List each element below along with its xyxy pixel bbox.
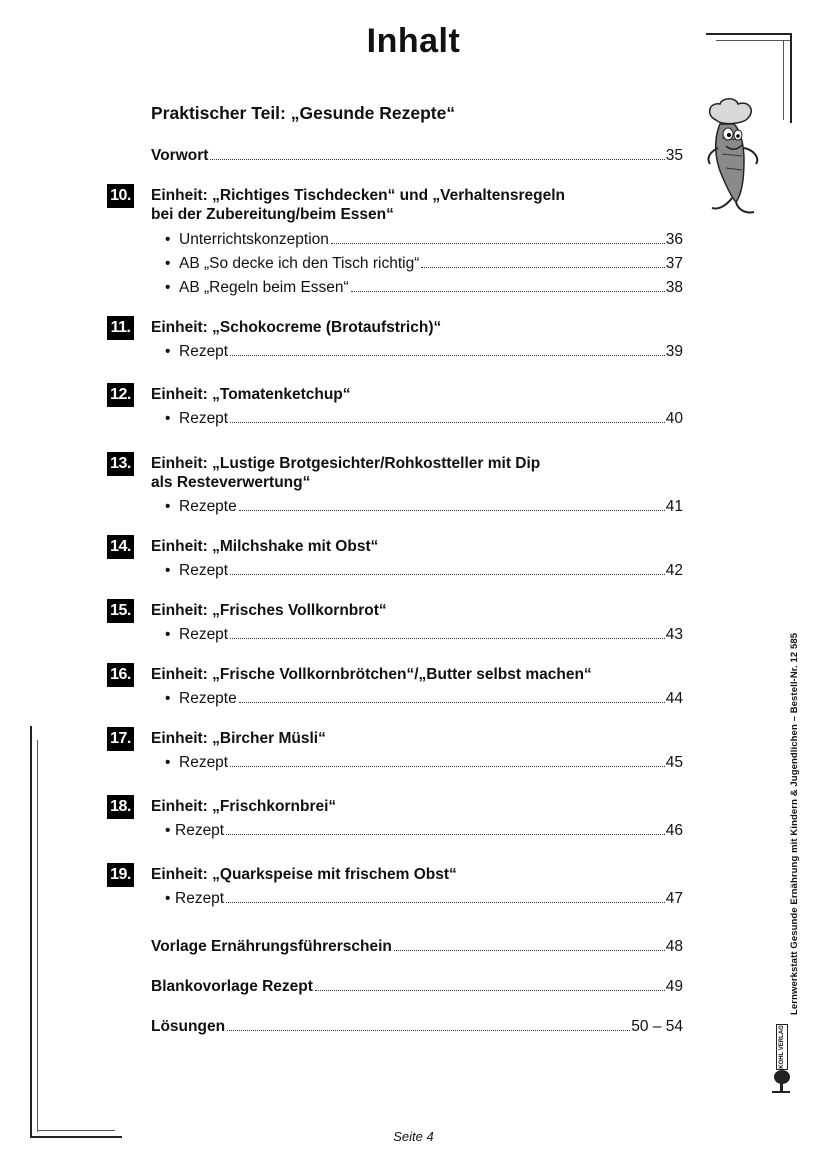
unit-title[interactable] [151, 729, 326, 748]
toc-entry-label: Vorlage Ernährungsführerschein [151, 938, 392, 955]
leader-dots [226, 902, 665, 903]
toc-subentry-page: 38 [665, 279, 683, 296]
bullet: • [165, 231, 171, 248]
toc-subentry-page: 37 [665, 255, 683, 272]
unit-title[interactable] [151, 601, 387, 620]
toc-entry-label: Vorwort [151, 147, 209, 164]
leader-dots [315, 990, 665, 991]
toc-entry-vorwort[interactable] [151, 146, 683, 165]
unit-number-badge: 14. [107, 535, 134, 559]
toc-subentry-page: 36 [665, 231, 683, 248]
toc-entry-page: 49 [665, 978, 683, 995]
leader-dots [230, 766, 665, 767]
leader-dots [230, 574, 665, 575]
bullet: • [165, 279, 171, 296]
unit-title-line: Einheit: „Bircher Müsli“ [151, 730, 326, 747]
unit-title[interactable] [151, 665, 592, 684]
toc-entry-blankovorlage[interactable] [151, 977, 683, 996]
unit-title-line: Einheit: „Milchshake mit Obst“ [151, 538, 379, 555]
unit-number-badge: 16. [107, 663, 134, 687]
unit-title-line: Einheit: „Lustige Brotgesichter/Rohkostteller mit Dip [151, 455, 541, 472]
toc-subentry-page: 45 [665, 754, 683, 771]
unit-title-line: Einheit: „Frischkornbrei“ [151, 798, 337, 815]
toc-subentry-label: Rezepte [179, 690, 237, 707]
toc-subentry-label: Rezept [175, 822, 225, 839]
unit-number-badge: 15. [107, 599, 134, 623]
unit-title-line: Einheit: „Schokocreme (Brotaufstrich)“ [151, 319, 442, 336]
toc-subentry-label: AB „Regeln beim Essen“ [179, 279, 349, 296]
bullet: • [165, 626, 171, 643]
unit-title[interactable] [151, 186, 565, 224]
unit-number-badge: 18. [107, 795, 134, 819]
toc-subentry-page: 46 [665, 822, 683, 839]
unit-title-line: bei der Zubereitung/beim Essen“ [151, 206, 394, 223]
toc-entry-ernaehrungsfuehrerschein[interactable] [151, 937, 683, 956]
toc-subentry[interactable] [165, 889, 683, 908]
bullet: • [165, 343, 171, 360]
toc-subentry[interactable] [165, 561, 683, 580]
unit-number-badge: 17. [107, 727, 134, 751]
unit-title-line: Einheit: „Richtiges Tischdecken“ und „Verhaltensregeln [151, 187, 566, 204]
publisher-logo [776, 1024, 788, 1070]
leader-dots [239, 510, 665, 511]
toc-subentry[interactable] [165, 254, 683, 273]
toc-subentry-label: Rezepte [179, 498, 237, 515]
unit-number-badge: 19. [107, 863, 134, 887]
carrot-chef-mascot-icon [698, 98, 770, 218]
unit-title[interactable] [151, 797, 336, 816]
unit-title-line: als Resteverwertung“ [151, 474, 311, 491]
toc-subentry-page: 41 [665, 498, 683, 515]
bullet: • [165, 410, 171, 427]
toc-subentry[interactable] [165, 278, 683, 297]
toc-subentry[interactable] [165, 230, 683, 249]
toc-entry-page: 35 [665, 147, 683, 164]
side-publication-info: Lernwerkstatt Gesunde Ernährung mit Kindern & Jugendlichen – Bestell-Nr. 12 585 [789, 632, 800, 1015]
unit-number-badge: 13. [107, 452, 134, 476]
leader-dots [331, 243, 665, 244]
unit-number-badge: 12. [107, 383, 134, 407]
unit-title-line: Einheit: „Tomatenketchup“ [151, 386, 351, 403]
leader-dots [230, 638, 665, 639]
frame-corner-bottom-left-vertical [30, 726, 32, 1138]
bullet: • [165, 822, 171, 839]
leader-dots [351, 291, 665, 292]
toc-subentry-label: Rezept [179, 410, 229, 427]
unit-title-line: Einheit: „Frische Vollkornbrötchen“/„Butter selbst machen“ [151, 666, 592, 683]
toc-subentry-label: Rezept [179, 562, 229, 579]
frame-corner-bottom-left-vertical-inner [37, 740, 38, 1132]
bullet: • [165, 255, 171, 272]
toc-subentry-page: 40 [665, 410, 683, 427]
unit-title[interactable] [151, 454, 540, 492]
toc-subentry[interactable] [165, 821, 683, 840]
unit-number-badge: 11. [107, 316, 134, 340]
toc-entry-page: 50 – 54 [631, 1018, 683, 1035]
toc-entry-loesungen[interactable] [151, 1017, 683, 1036]
bullet: • [165, 690, 171, 707]
toc-subentry[interactable] [165, 409, 683, 428]
toc-subentry-label: Rezept [179, 343, 229, 360]
toc-subentry-label: Rezept [179, 754, 229, 771]
toc-subentry-label: Rezept [175, 890, 225, 907]
page-title: Inhalt [366, 22, 461, 60]
leader-dots [239, 702, 665, 703]
bullet: • [165, 498, 171, 515]
toc-subentry[interactable] [165, 625, 683, 644]
leader-dots [421, 267, 664, 268]
unit-number-badge: 10. [107, 184, 134, 208]
toc-subentry-page: 47 [665, 890, 683, 907]
leader-dots [394, 950, 665, 951]
toc-subentry-page: 39 [665, 343, 683, 360]
kohl-verlag-tree-logo-icon [770, 1068, 792, 1094]
toc-subentry-label: Rezept [179, 626, 229, 643]
toc-subentry[interactable] [165, 342, 683, 361]
unit-title[interactable] [151, 318, 441, 337]
toc-subentry[interactable] [165, 753, 683, 772]
leader-dots [230, 422, 665, 423]
unit-title[interactable] [151, 865, 457, 884]
toc-subentry-label: AB „So decke ich den Tisch richtig“ [179, 255, 420, 272]
leader-dots [227, 1030, 630, 1031]
toc-subentry-page: 43 [665, 626, 683, 643]
page-footer: Seite 4 [393, 1129, 434, 1144]
toc-entry-label: Blankovorlage Rezept [151, 978, 313, 995]
toc-entry-label: Lösungen [151, 1018, 226, 1035]
leader-dots [210, 159, 664, 160]
bullet: • [165, 754, 171, 771]
toc-subentry-page: 42 [665, 562, 683, 579]
toc-subentry-page: 44 [665, 690, 683, 707]
unit-title[interactable] [151, 385, 351, 404]
toc-subentry[interactable] [165, 497, 683, 516]
toc-subentry-label: Unterrichtskonzeption [179, 231, 329, 248]
section-heading: Praktischer Teil: „Gesunde Rezepte“ [151, 103, 456, 123]
bullet: • [165, 890, 171, 907]
toc-subentry[interactable] [165, 689, 683, 708]
leader-dots [230, 355, 665, 356]
toc-entry-page: 48 [665, 938, 683, 955]
unit-title-line: Einheit: „Quarkspeise mit frischem Obst“ [151, 866, 457, 883]
unit-title-line: Einheit: „Frisches Vollkornbrot“ [151, 602, 387, 619]
leader-dots [226, 834, 665, 835]
publisher-logo-text: KOHL VERLAG [779, 1025, 785, 1069]
unit-title[interactable] [151, 537, 378, 556]
bullet: • [165, 562, 171, 579]
